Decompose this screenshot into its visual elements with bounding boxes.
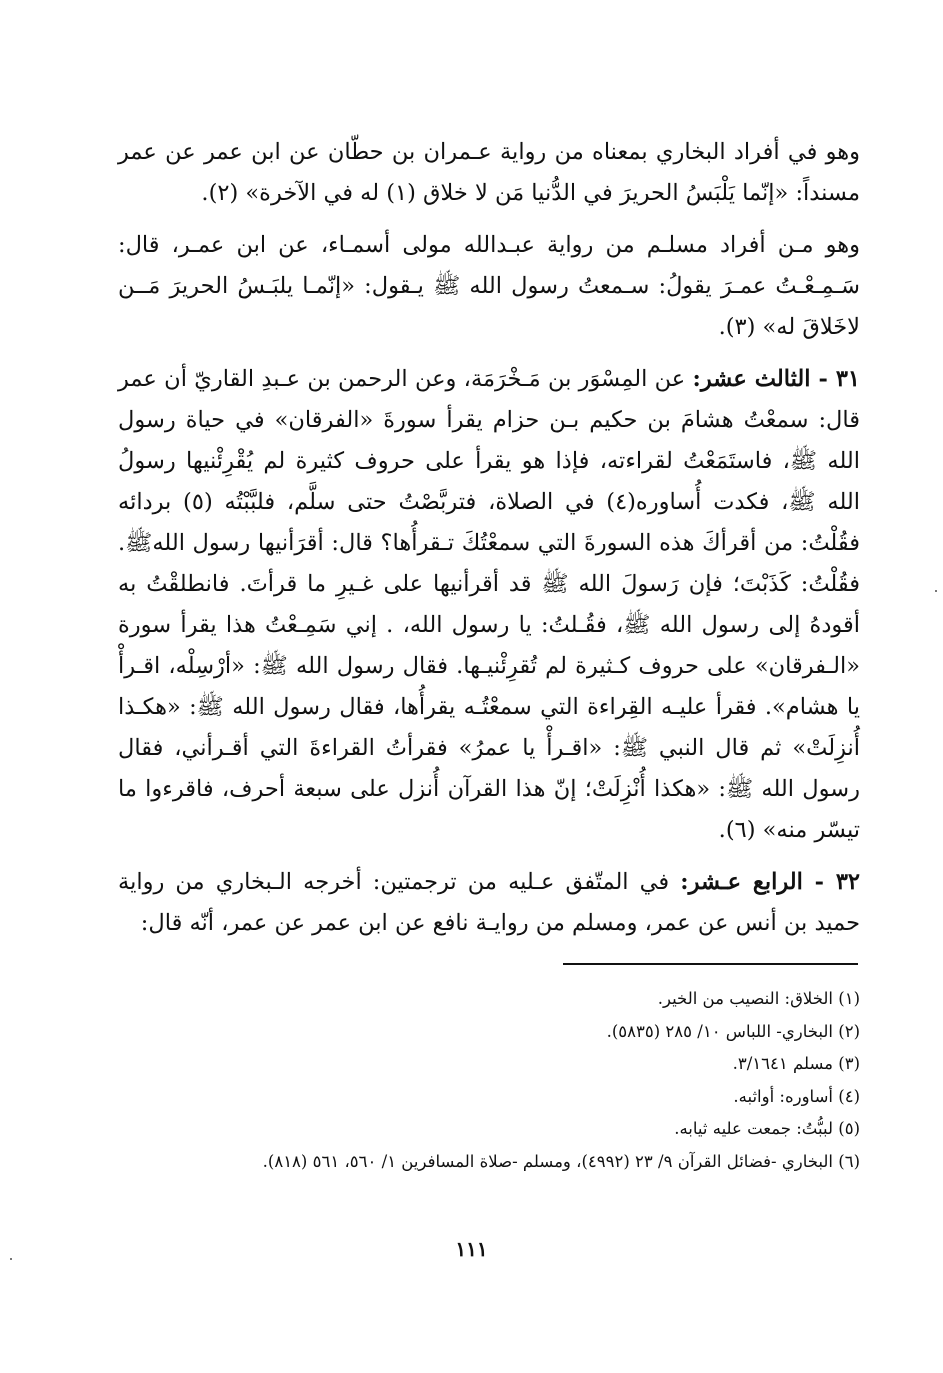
footnote: (٦) البخاري -فضائل القرآن ٩/ ٢٣ (٤٩٩٢)، ومسلم -صلاة المسافرين ١/ ٥٦٠، ٥٦١ (٨١٨). [262, 1151, 860, 1171]
scan-speck [10, 1258, 12, 1260]
paragraph-text: في المتّفق عـليه من ترجمتين: أخرجه الـبخاري من رواية حميد بن أنس عن عمر، ومسلم من روايـة نافع عن ابن عمر عن عمر، أنّه قال: [118, 869, 860, 936]
main-text [118, 132, 860, 955]
paragraph-2 [118, 225, 860, 348]
footnote: (٣) مسلم ٣/١٦٤١. [732, 1054, 860, 1073]
footnote-separator [563, 963, 858, 965]
hadith-heading: ٣٢ - الرابع عـشر: [680, 869, 860, 895]
paragraph-text: وهو في أفراد البخاري بمعناه من رواية عـمران بن حطّان عن ابن عمر عن عمر مسنداً: «إنّما يَلْبَسُ الحريرَ في الدُّنيا مَن لا خلاق (١) له في الآخرة» (٢). [118, 139, 860, 206]
page-number: ١١١ [455, 1237, 488, 1261]
paragraph-text: عن المِسْوَر بن مَـخْرَمَة، وعن الرحمن بن عـبدِ القاريّ أن عمر قال: سمعْتُ هشامَ بن حكيم بـن حزام يقرأ سورةَ «الفرقان» في حياة رسول الله ﷺ، فاستَمَعْتُ لقراءته، فإذا هو يقرأ على حروف كثيرة لم يُقْرِئْنيها رسولُ الله ﷺ، فكدت أُساوره(٤) في الصلاة، فتربَّصْتُ حتى سلَّم، فلبَّبْتُه (٥) بردائه فقُلْتُ: من أقرأكَ هذه السورةَ التي سمعْتُكَ تـقرأُها؟ قال: أقرَأنيها رسول اللهﷺ. فقُلْتُ: كَذَبْتَ؛ فإن رَسولَ الله ﷺ قد أقرأنيها على غـيرِ ما قرأتَ. فانطلقْتُ به أقودهُ إلى رسول الله ﷺ، فقُـلتُ: يا رسول الله، . إني سَمِـعْتُ هذا يقرأ سورة «الـفرقان» على حروف كـثيرة لم تُقرِئْنيـها. فقال رسول الله ﷺ: «أرْسِلْه، اقـرأْ يا هشام». فقرأ عليـه القِراءة التي سمعْتُـه يقرأُها، فقال رسول الله ﷺ: «هكـذا أُنزِلَتْ» ثم قال النبي ﷺ: «اقـرأْ يا عمرُ» فقرأتُ القراءةَ التي أقـرأني، فقال رسول الله ﷺ: «هكذا أُنْزِلَتْ؛ إنّ هذا القرآن أُنزل على سبعة أحرف، فاقرءوا ما تيسّر منه» (٦). [118, 366, 861, 843]
footnote: (١) الخلاق: النصيب من الخير. [657, 989, 860, 1008]
paragraph-1 [118, 132, 860, 214]
hadith-31 [118, 359, 860, 851]
footnote: (٢) البخاري- اللباس ١٠/ ٢٨٥ (٥٨٣٥). [606, 1021, 860, 1041]
hadith-32 [118, 862, 860, 944]
footnote: (٤) أساوره: أواثبه. [733, 1086, 860, 1106]
scan-speck [935, 590, 937, 592]
hadith-heading: ٣١ - الثالث عشر: [692, 366, 860, 392]
footnotes [150, 983, 860, 1178]
footnote: (٥) لببُّتُ: جمعت عليه ثيابه. [674, 1119, 860, 1138]
paragraph-text: وهو مـن أفراد مسلـم من رواية عبـدالله مولى أسمـاء، عن ابن عمـر، قال: سَـمِـعْـتُ عمـرَ يقولُ: سـمعتُ رسول الله ﷺ يـقول: «إنّمـا يلبَـسُ الحريرَ مَــن لاخَلاقَ له» (٣). [118, 232, 860, 340]
